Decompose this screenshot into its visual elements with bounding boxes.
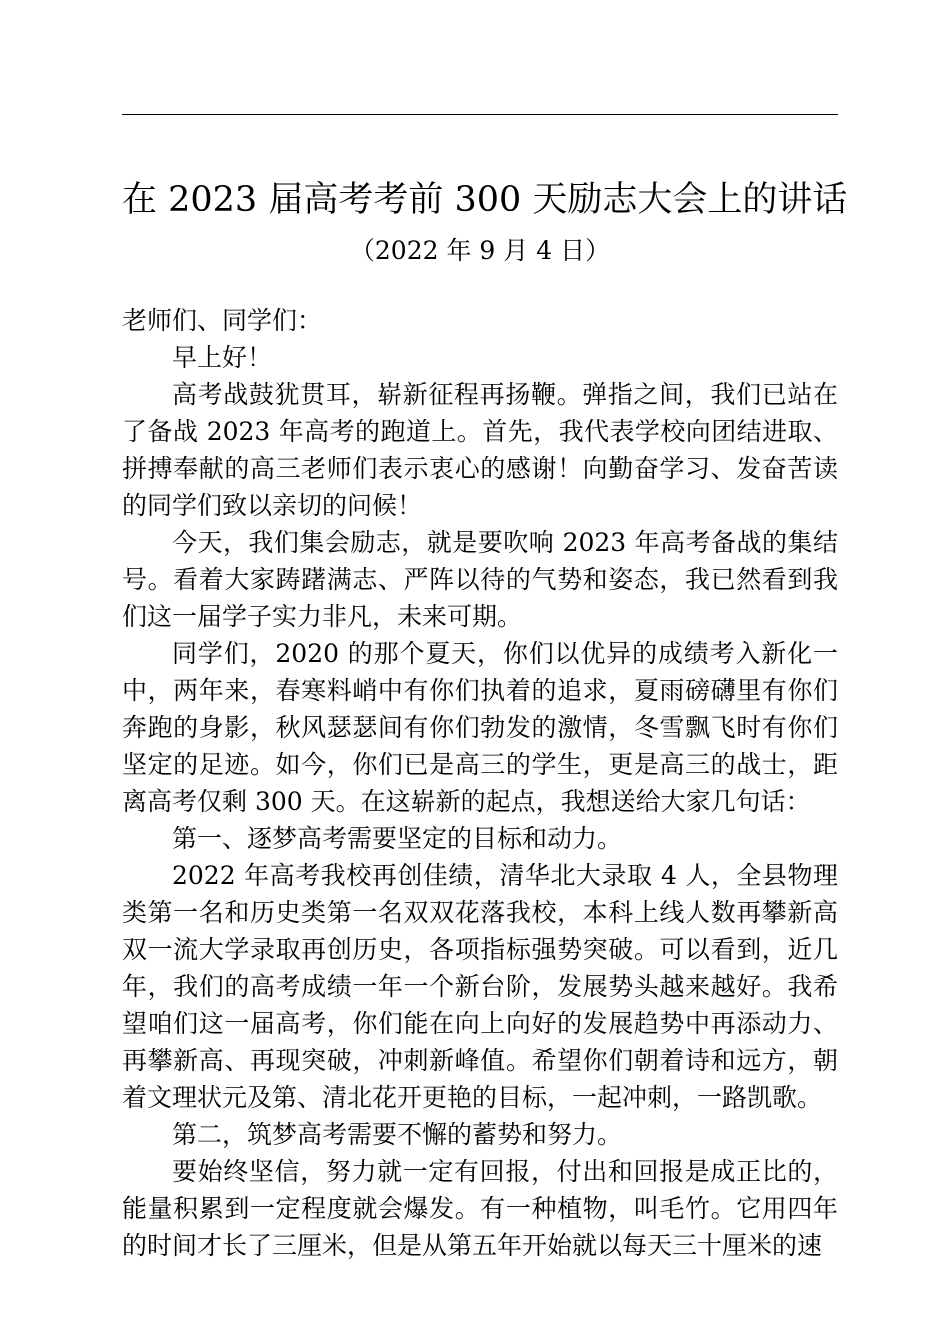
header-rule [122,114,838,115]
paragraph-journey: 同学们，2020 的那个夏天，你们以优异的成绩考入新化一中，两年来，春寒料峭中有你们执着的追求，夏雨磅礴里有你们奔跑的身影，秋风瑟瑟间有你们勃发的激情，冬雪飘飞时有你们坚定的足迹。如今，你们已是高三的学生，更是高三的战士，距离高考仅剩 300 天。在这崭新的起点，我想送给大家几句话： [122,639,838,816]
paragraph-achievements: 2022 年高考我校再创佳绩，清华北大录取 4 人，全县物理类第一名和历史类第一名双双花落我校，本科上线人数再攀新高双一流大学录取再创历史，各项指标强势突破。可以看到，近几年，我们的高考成绩一年一个新台阶，发展势头越来越好。我希望咱们这一届高考，你们能在向上向好的发展趋势中再添动力、再攀新高、再现突破，冲刺新峰值。希望你们朝着诗和远方，朝着文理状元及第、清北花开更艳的目标，一起冲刺，一路凯歌。 [122,861,838,1112]
section-heading-second: 第二，筑梦高考需要不懈的蓄势和努力。 [172,1120,623,1149]
paragraph-opening: 高考战鼓犹贯耳，崭新征程再扬鞭。弹指之间，我们已站在了备战 2023 年高考的跑道上。首先，我代表学校向团结进取、拼搏奉献的高三老师们表示衷心的感谢！向勤奋学习、发奋苦读的同学们致以亲切的问候！ [122,380,838,520]
speech-date: （2022 年 9 月 4 日） [349,236,611,265]
speech-body [122,302,838,1264]
paragraph-bamboo: 要始终坚信，努力就一定有回报，付出和回报是成正比的，能量积累到一定程度就会爆发。有一种植物，叫毛竹。它用四年的时间才长了三厘米，但是从第五年开始就以每天三十厘米的速 [122,1157,838,1260]
salutation: 老师们、同学们： [122,306,323,335]
speech-title: 在 2023 届高考考前 300 天励志大会上的讲话 [122,180,848,220]
section-heading-first: 第一、逐梦高考需要坚定的目标和动力。 [172,824,623,853]
paragraph-greeting: 早上好！ [172,343,273,372]
paragraph-rally: 今天，我们集会励志，就是要吹响 2023 年高考备战的集结号。看着大家踌躇满志、严阵以待的气势和姿态，我已然看到我们这一届学子实力非凡，未来可期。 [122,528,838,631]
